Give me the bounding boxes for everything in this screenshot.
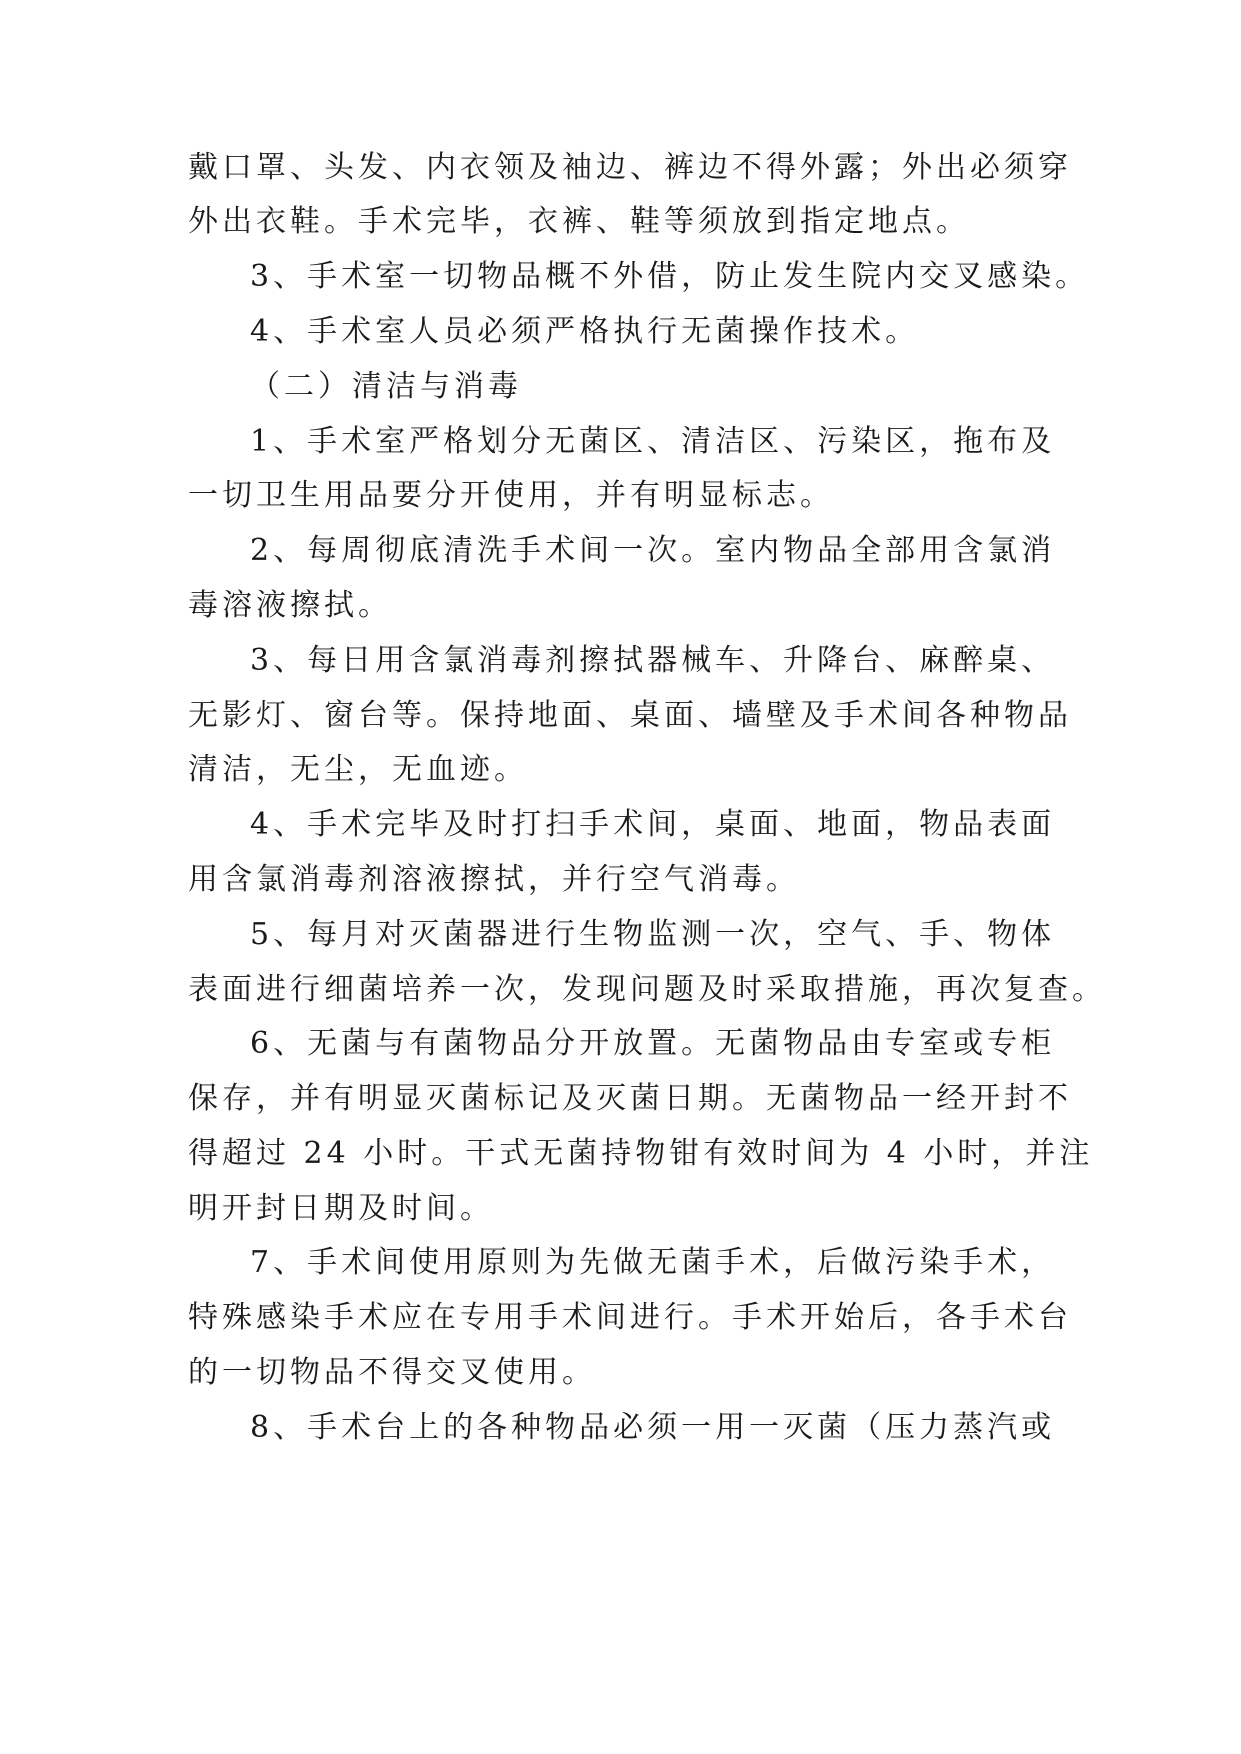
- paragraph-line: 8、手术台上的各种物品必须一用一灭菌（压力蒸汽或: [250, 1410, 1056, 1445]
- paragraph-line: 特殊感染手术应在专用手术间进行。手术开始后，各手术台: [188, 1300, 1072, 1335]
- paragraph-line: 7、手术间使用原则为先做无菌手术，后做污染手术，: [250, 1245, 1056, 1280]
- paragraph-line: 保存，并有明显灭菌标记及灭菌日期。无菌物品一经开封不: [188, 1081, 1072, 1116]
- paragraph-line: 一切卫生用品要分开使用，并有明显标志。: [188, 478, 834, 513]
- paragraph-line: 1、手术室严格划分无菌区、清洁区、污染区，拖布及: [250, 424, 1056, 459]
- paragraph-line: 用含氯消毒剂溶液擦拭，并行空气消毒。: [188, 862, 800, 897]
- paragraph-line: 明开封日期及时间。: [188, 1191, 494, 1226]
- paragraph-line: 清洁，无尘，无血迹。: [188, 752, 528, 787]
- paragraph-line: 外出衣鞋。手术完毕，衣裤、鞋等须放到指定地点。: [188, 204, 970, 239]
- paragraph-line: 得超过 24 小时。干式无菌持物钳有效时间为 4 小时，并注: [188, 1136, 1094, 1171]
- paragraph-line: 6、无菌与有菌物品分开放置。无菌物品由专室或专柜: [250, 1026, 1056, 1061]
- paragraph-line: 3、每日用含氯消毒剂擦拭器械车、升降台、麻醉桌、: [250, 643, 1056, 678]
- section-heading: （二）清洁与消毒: [250, 369, 522, 404]
- paragraph-line: 的一切物品不得交叉使用。: [188, 1355, 596, 1390]
- paragraph-line: 无影灯、窗台等。保持地面、桌面、墙壁及手术间各种物品: [188, 698, 1072, 733]
- paragraph-line: 3、手术室一切物品概不外借，防止发生院内交叉感染。: [250, 259, 1090, 294]
- paragraph-line: 4、手术完毕及时打扫手术间，桌面、地面，物品表面: [250, 807, 1056, 842]
- paragraph-line: 5、每月对灭菌器进行生物监测一次，空气、手、物体: [250, 917, 1056, 952]
- paragraph-line: 戴口罩、头发、内衣领及袖边、裤边不得外露；外出必须穿: [188, 150, 1072, 185]
- paragraph-line: 2、每周彻底清洗手术间一次。室内物品全部用含氯消: [250, 533, 1056, 568]
- paragraph-line: 毒溶液擦拭。: [188, 588, 392, 623]
- paragraph-line: 表面进行细菌培养一次，发现问题及时采取措施，再次复查。: [188, 972, 1106, 1007]
- paragraph-line: 4、手术室人员必须严格执行无菌操作技术。: [250, 314, 920, 349]
